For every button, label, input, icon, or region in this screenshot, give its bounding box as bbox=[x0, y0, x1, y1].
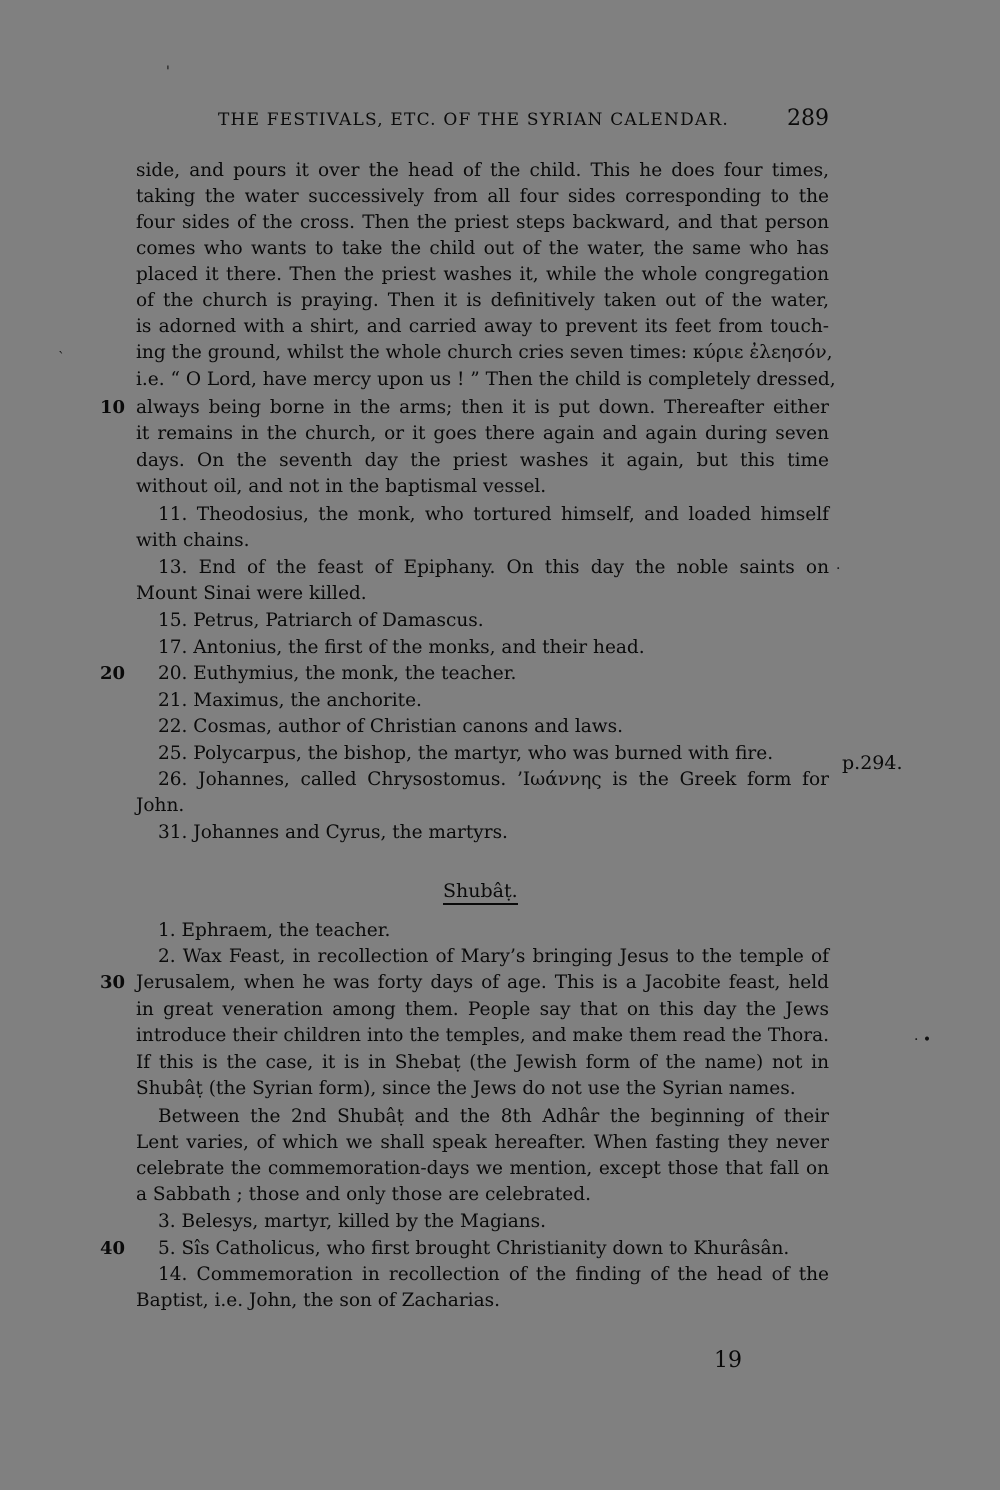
margin-line-number: 20 bbox=[100, 663, 126, 684]
text-line: comes who wants to take the child out of the water, the same who has bbox=[136, 238, 829, 259]
text-line: placed it there. Then the priest washes it, while the whole congregation bbox=[136, 264, 829, 285]
text-line: 3. Belesys, martyr, killed by the Magians. bbox=[158, 1211, 547, 1232]
text-line: Baptist, i.e. John, the son of Zacharias. bbox=[136, 1290, 500, 1311]
text-line: 21. Maximus, the anchorite. bbox=[158, 690, 422, 711]
text-line: introduce their children into the temples, and make them read the Thora. bbox=[136, 1025, 829, 1046]
text-line: John. bbox=[136, 795, 185, 816]
text-line: it remains in the church, or it goes there again and again during seven bbox=[136, 423, 829, 444]
section-title: Shubâṭ. bbox=[443, 880, 518, 905]
text-line: 11. Theodosius, the monk, who tortured himself, and loaded himself bbox=[158, 504, 829, 525]
signature-mark: 19 bbox=[714, 1348, 742, 1373]
text-line: in great veneration among them. People say that on this day the Jews bbox=[136, 999, 829, 1020]
text-line: side, and pours it over the head of the child. This he does four times, bbox=[136, 160, 829, 181]
side-reference: p.294. bbox=[842, 752, 903, 774]
text-line: days. On the seventh day the priest washes it again, but this time bbox=[136, 450, 829, 471]
margin-line-number: 40 bbox=[100, 1238, 126, 1259]
text-line: celebrate the commemoration-days we mention, except those that fall on bbox=[136, 1158, 829, 1179]
text-line: 26. Johannes, called Chrysostomus. ’Ιωάννης is the Greek form for bbox=[158, 769, 829, 790]
margin-line-number: 10 bbox=[100, 397, 126, 418]
text-line: If this is the case, it is in Shebaṭ (the Jewish form of the name) not in bbox=[136, 1052, 829, 1073]
text-line: ing the ground, whilst the whole church cries seven times: κύριε ἐλεησόν, bbox=[136, 342, 833, 363]
text-line: Lent varies, of which we shall speak hereafter. When fasting they never bbox=[136, 1132, 829, 1153]
text-line: 14. Commemoration in recollection of the finding of the head of the bbox=[158, 1264, 829, 1285]
text-line: 17. Antonius, the first of the monks, and their head. bbox=[158, 637, 645, 658]
text-line: 13. End of the feast of Epiphany. On this day the noble saints on bbox=[158, 557, 829, 578]
text-line: taking the water successively from all four sides corresponding to the bbox=[136, 186, 829, 207]
text-line: of the church is praying. Then it is definitively taken out of the water, bbox=[136, 290, 829, 311]
text-line: 25. Polycarpus, the bishop, the martyr, who was burned with fire. bbox=[158, 743, 774, 764]
ink-speck: ' bbox=[166, 64, 170, 80]
text-line: 31. Johannes and Cyrus, the martyrs. bbox=[158, 822, 508, 843]
ink-speck: · • bbox=[914, 1032, 932, 1048]
text-line: always being borne in the arms; then it is put down. Thereafter either bbox=[136, 397, 829, 418]
text-line: Shubâṭ (the Syrian form), since the Jews do not use the Syrian names. bbox=[136, 1078, 796, 1099]
text-line: with chains. bbox=[136, 530, 250, 551]
margin-line-number: 30 bbox=[100, 972, 126, 993]
text-line: four sides of the cross. Then the priest steps backward, and that person bbox=[136, 212, 829, 233]
text-line: Mount Sinai were killed. bbox=[136, 583, 367, 604]
text-line: a Sabbath ; those and only those are celebrated. bbox=[136, 1184, 591, 1205]
text-line: 5. Sîs Catholicus, who first brought Christianity down to Khurâsân. bbox=[158, 1238, 790, 1259]
text-line: 22. Cosmas, author of Christian canons and laws. bbox=[158, 716, 623, 737]
text-line: Jerusalem, when he was forty days of age. This is a Jacobite feast, held bbox=[136, 972, 829, 993]
text-line: is adorned with a shirt, and carried away to prevent its feet from touch- bbox=[136, 316, 829, 337]
text-line: Between the 2nd Shubâṭ and the 8th Adhâr the beginning of their bbox=[158, 1106, 829, 1127]
text-line: 1. Ephraem, the teacher. bbox=[158, 920, 391, 941]
ink-speck: ˋ bbox=[58, 350, 65, 366]
text-line: 15. Petrus, Patriarch of Damascus. bbox=[158, 610, 484, 631]
ink-speck: · bbox=[836, 561, 841, 577]
text-line: 2. Wax Feast, in recollection of Mary’s bringing Jesus to the temple of bbox=[158, 946, 829, 967]
text-line: without oil, and not in the baptismal vessel. bbox=[136, 476, 547, 497]
text-line: 20. Euthymius, the monk, the teacher. bbox=[158, 663, 517, 684]
page-number: 289 bbox=[787, 106, 829, 131]
running-header: THE FESTIVALS, ETC. OF THE SYRIAN CALENDAR. bbox=[218, 110, 729, 130]
text-line: i.e. “ O Lord, have mercy upon us ! ” Then the child is completely dressed, bbox=[136, 369, 836, 390]
